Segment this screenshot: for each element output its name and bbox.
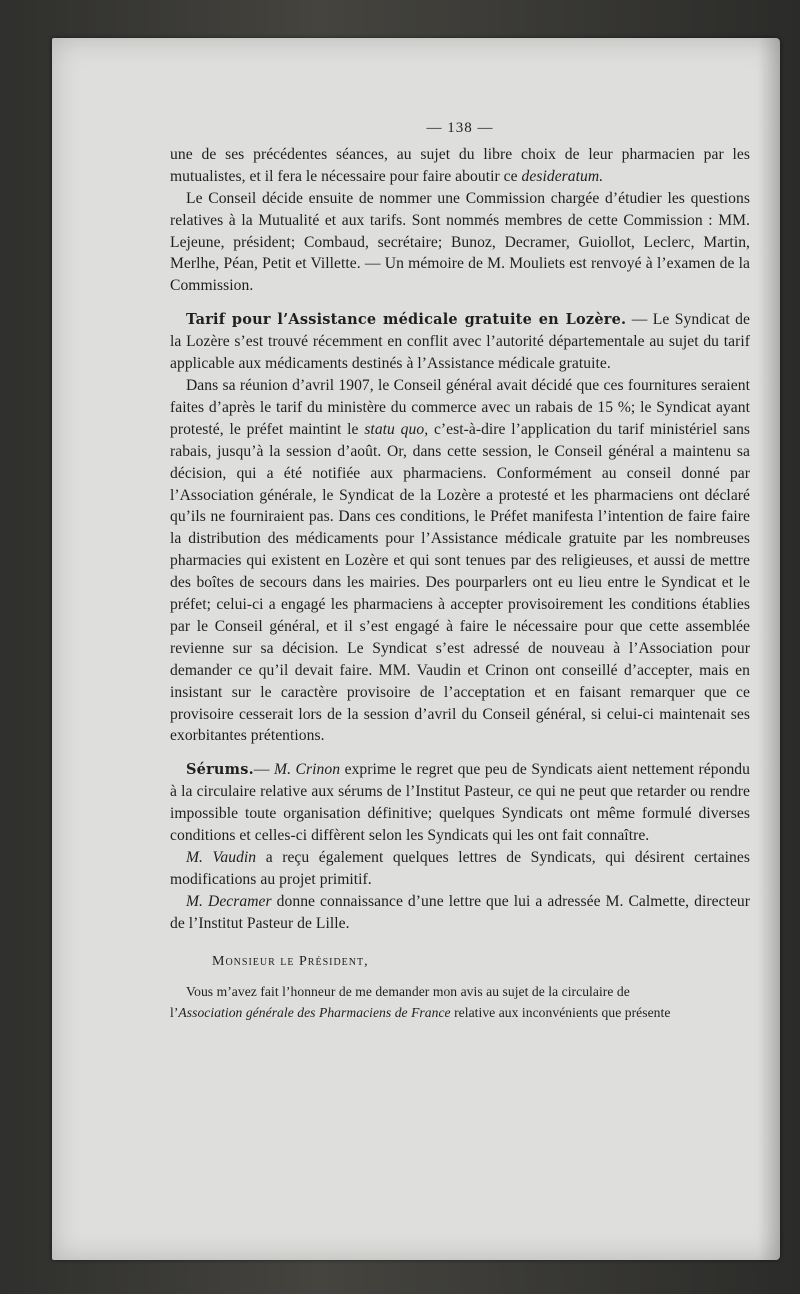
- paragraph-7: [170, 891, 750, 935]
- paragraph-4-italic: statu quo,: [364, 420, 429, 438]
- paragraph-6: [170, 847, 750, 891]
- letter-line-2-pre: l’: [170, 1004, 179, 1020]
- paragraph-2: Le Conseil décide ensuite de nommer une Commission chargée d’étudier les questions relatives à la Mutualité et aux tarifs. Sont nommés membres de cette Commission : MM. Lejeune, président; Combaud, secrétaire; Bunoz, Decramer, Guiollot, Leclerc, Martin, Merlhe, Péan, Petit et Villette. — Un mémoire de M. Mouliets est renvoyé à l’examen de la Commission.: [170, 189, 750, 295]
- paragraph-4-text-a: Dans sa réunion d’avril 1907, le Conseil général avait décidé que ces fournitures seraient faites d’après le tarif du ministère du commerce avec un rabais de 15 %; le Syndicat ayant protesté, le préfet maintint le: [170, 376, 750, 438]
- paragraph-4-text-b: c’est-à-dire l’application du tarif ministériel sans rabais, jusqu’à la session d’août. Or, dans cette session, le Conseil général a maintenu sa décision, qui a été notifiée aux pharmaciens. Conformément au conseil donné par l’Association générale, le Syndicat de la Lozère a protesté et les pharmaciens ont déclaré qu’ils ne fourniraient pas. Dans ces conditions, le Préfet manifesta l’intention de faire faire la distribution des médicaments pour l’Assistance médicale gratuite par les nombreuses pharmacies qui existent en Lozère et qui sont tenues par des religieuses, et aussi de mettre des boîtes de secours dans les mairies. Des pourparlers ont eu lieu entre le Syndicat et le préfet; celui-ci a engagé les pharmaciens à accepter provisoirement les conditions établies par le Conseil général, et il s’est engagé à faire le nécessaire pour que cette assemblée revienne sur sa décision. Le Syndicat s’est adressé de nouveau à l’Association pour demander ce qu’il devait faire. MM. Vaudin et Crinon ont conseillé d’accepter, mais en insistant sur le caractère provisoire de l’acceptation et en faisant remarquer que ce provisoire cesserait lors de la session d’avril du Conseil général, si celui-ci maintenait ses exorbitantes prétentions.: [170, 420, 751, 745]
- paragraph-1-italic: desideratum.: [521, 167, 604, 185]
- letter-line-2-italic: Association générale des Pharmaciens de France: [178, 1004, 451, 1020]
- paragraph-4: [170, 375, 750, 747]
- page-edge-shadow: [758, 38, 780, 1260]
- paragraph-5-text: exprime le regret que peu de Syndicats aient nettement répondu à la circulaire relative aux sérums de l’Institut Pasteur, ce qui ne peut que retarder ou rendre impossible toute organisation définitive; quelques Syndicats ont même formulé diverses conditions et celles-ci diffèrent selon les Syndicats qui les ont fait connaître.: [170, 761, 751, 845]
- letter-line-2-post: relative aux inconvénients que présente: [454, 1004, 671, 1020]
- paragraph-5: Sérums.— M. Crinon exprime le regret que peu de Syndicats aient nettement répondu à la circulaire relative aux sérums de l’Institut Pasteur, ce qui ne peut que retarder ou rendre impossible toute organisation définitive; quelques Syndicats ont même formulé diverses conditions et celles-ci diffèrent selon les Syndicats qui les ont fait connaître.: [170, 761, 751, 845]
- paragraph-7-name: M. Decramer: [186, 892, 272, 910]
- letter-line-2: [170, 1002, 750, 1023]
- letter-salutation: Monsieur le Président,: [212, 953, 369, 969]
- section-heading-serums: Sérums.: [186, 761, 254, 779]
- paragraph-1: [170, 144, 750, 188]
- letter-line-1: Vous m’avez fait l’honneur de me demander mon avis au sujet de la circulaire de: [186, 983, 630, 999]
- paragraph-3: [170, 309, 750, 375]
- paragraph-6-text: a reçu également quelques lettres de Syndicats, qui désirent certaines modifications au projet primitif.: [170, 849, 750, 888]
- paragraph-6-name: M. Vaudin: [186, 849, 257, 866]
- section-gap: [170, 297, 750, 309]
- page-content: [170, 118, 750, 1023]
- paragraph-7-text: donne connaissance d’une lettre que lui a adressée M. Calmette, directeur de l’Institut Pasteur de Lille.: [170, 892, 751, 932]
- paragraph-1-text: une de ses précédentes séances, au sujet du libre choix de leur pharmacien par les mutualistes, et il fera le nécessaire pour faire aboutir ce: [170, 145, 750, 185]
- paragraph-5-name: M. Crinon: [274, 761, 341, 779]
- page-number: — 138 —: [426, 120, 494, 136]
- section-gap: [170, 747, 750, 759]
- paragraph-3-text: — Le Syndicat de la Lozère s’est trouvé récemment en conflit avec l’autorité départementale au sujet du tarif applicable aux médicaments destinés à l’Assistance médicale gratuite.: [170, 311, 750, 373]
- section-heading-tarif: Tarif pour l’Assistance médicale gratuite en Lozère.: [186, 311, 627, 329]
